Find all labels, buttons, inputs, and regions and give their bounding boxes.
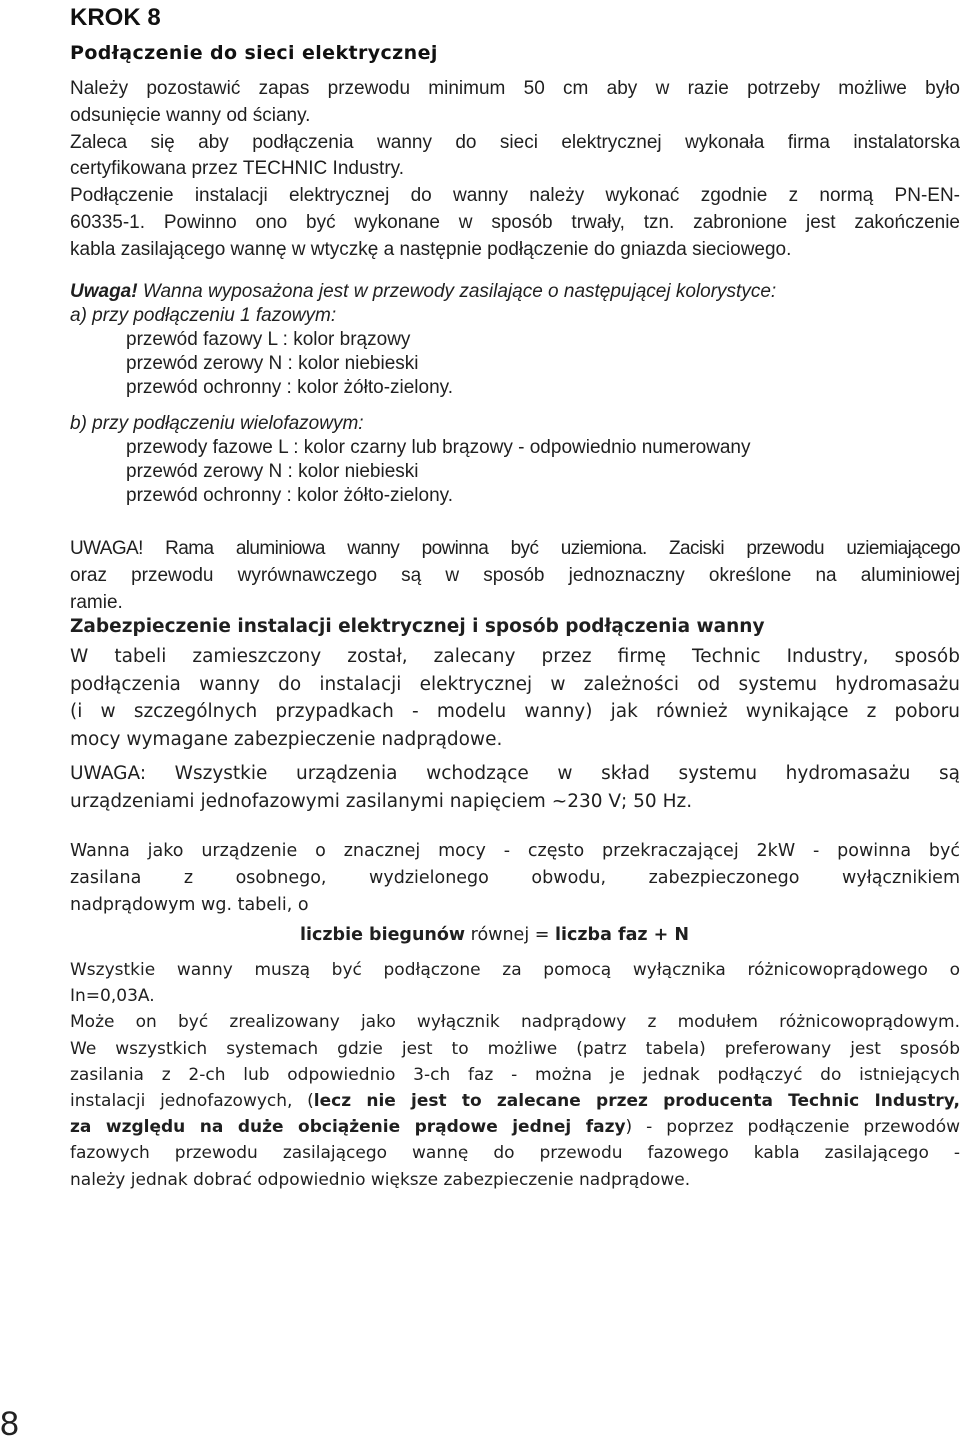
- wire-item: przewód ochronny : kolor żółto-zielony.: [126, 377, 454, 398]
- warning-line: UWAGA! Rama aluminiowa wanny powinna być uziemiona. Zaciski przewodu uziemiającego: [70, 538, 960, 559]
- rcd-line: Wszystkie wanny muszą być podłączone za pomocą wyłącznika różnicowoprądowego o: [70, 960, 960, 980]
- note-label: Uwaga!: [70, 281, 138, 302]
- rcd-line: Może on być zrealizowany jako wyłącznik nadprądowy z modułem różnicowoprądowym.: [70, 1012, 960, 1033]
- note-intro: [70, 280, 960, 304]
- power-line: Wanna jako urządzenie o znacznej mocy - często przekraczającej 2kW - powinna być: [70, 841, 960, 861]
- power-paragraph: [70, 838, 960, 919]
- wire-colors-note: [70, 280, 960, 508]
- formula-middle: równej =: [465, 925, 555, 945]
- rcd-line-mixed: [70, 1114, 960, 1140]
- spacer: [70, 400, 960, 412]
- rcd-line: We wszystkich systemach gdzie jest to możliwe (patrz tabela) preferowany jest sposób: [70, 1038, 960, 1059]
- protection-title: Zabezpieczenie instalacji elektrycznej i sposób podłączenia wanny: [70, 616, 765, 637]
- single-phase-warning: [70, 760, 960, 816]
- wire-item: przewód zerowy N : kolor niebieski: [126, 461, 419, 482]
- protection-line: podłączenia wanny do instalacji elektrycznej w zależności od systemu hydromasażu: [70, 673, 960, 695]
- protection-line: (i w szczególnych przypadkach - modelu wanny) jak również wynikające z poboru: [70, 701, 960, 722]
- poles-formula: [300, 925, 689, 945]
- single-phase-heading: a) przy podłączeniu 1 fazowym:: [70, 305, 337, 326]
- protection-paragraph: [70, 643, 960, 753]
- note-text: Wanna wyposażona jest w przewody zasilające o następującej kolorystyce:: [137, 281, 777, 302]
- warning-line: urządzeniami jednofazowymi zasilanymi napięciem ~230 V; 50 Hz.: [70, 791, 693, 812]
- section-title: Podłączenie do sieci elektrycznej: [70, 42, 438, 64]
- formula-left: liczbie biegunów: [300, 925, 466, 945]
- intro-line: Należy pozostawić zapas przewodu minimum 50 cm aby w razie potrzeby możliwe było: [70, 78, 960, 99]
- rcd-line: fazowych przewodu zasilającego wannę do przewodu fazowego kabla zasilającego -: [70, 1143, 960, 1164]
- wire-item: przewody fazowe L : kolor czarny lub brązowy - odpowiednio numerowany: [126, 437, 751, 458]
- protection-line: W tabeli zamieszczony został, zalecany przez firmę Technic Industry, sposób: [70, 646, 960, 667]
- intro-line: odsunięcie wanny od ściany.: [70, 104, 311, 126]
- wire-item: przewód zerowy N : kolor niebieski: [126, 353, 419, 374]
- rcd-bold: za względu na duże obciążenie prądowe jednej fazy: [70, 1117, 626, 1138]
- warning-line: ramie.: [70, 592, 123, 613]
- intro-line: kabla zasilającego wannę w wtyczkę a następnie podłączenie do gniazda sieciowego.: [70, 238, 792, 260]
- step-title: KROK 8: [70, 4, 161, 31]
- rcd-line-mixed: [70, 1088, 960, 1114]
- intro-line: Podłączenie instalacji elektrycznej do wanny należy wykonać zgodnie z normą PN-EN-: [70, 185, 960, 207]
- page-number: 8: [0, 1405, 19, 1443]
- wire-item: przewód fazowy L : kolor brązowy: [126, 329, 411, 350]
- rcd-bold: lecz nie jest to zalecane przez producenta Technic Industry,: [313, 1091, 960, 1112]
- warning-line: UWAGA: Wszystkie urządzenia wchodzące w skład systemu hydromasażu są: [70, 763, 960, 784]
- rcd-line: In=0,03A.: [70, 986, 155, 1007]
- rcd-paragraph: [70, 957, 960, 1193]
- intro-line: certyfikowana przez TECHNIC Industry.: [70, 158, 405, 180]
- warning-line: oraz przewodu wyrównawczego są w sposób jednoznaczny określone na aluminiowej: [70, 565, 960, 586]
- rcd-plain: instalacji jednofazowych, (: [70, 1091, 314, 1112]
- formula-right: liczba faz + N: [554, 925, 690, 945]
- rcd-plain: ) - poprzez podłączenie przewodów: [625, 1117, 960, 1138]
- rcd-line: zasilania z 2-ch lub odpowiednio 3-ch faz - można je jednak podłączyć do istniejących: [70, 1064, 960, 1085]
- power-line: nadprądowym wg. tabeli, o: [70, 895, 309, 915]
- intro-line: 60335-1. Powinno ono być wykonane w sposób trwały, tzn. zabronione jest zakończenie: [70, 211, 960, 233]
- frame-grounding-warning: [70, 535, 960, 616]
- intro-paragraph: [70, 76, 960, 264]
- power-line: zasilana z osobnego, wydzielonego obwodu, zabezpieczonego wyłącznikiem: [70, 868, 960, 888]
- multi-phase-heading: b) przy podłączeniu wielofazowym:: [70, 413, 364, 434]
- wire-item: przewód ochronny : kolor żółto-zielony.: [126, 485, 454, 506]
- rcd-line: należy jednak dobrać odpowiednio większe zabezpieczenie nadprądowe.: [70, 1169, 691, 1190]
- intro-line: Zaleca się aby podłączenia wanny do sieci elektrycznej wykonała firma instalatorska: [70, 131, 960, 153]
- protection-line: mocy wymagane zabezpieczenie nadprądowe.: [70, 728, 503, 750]
